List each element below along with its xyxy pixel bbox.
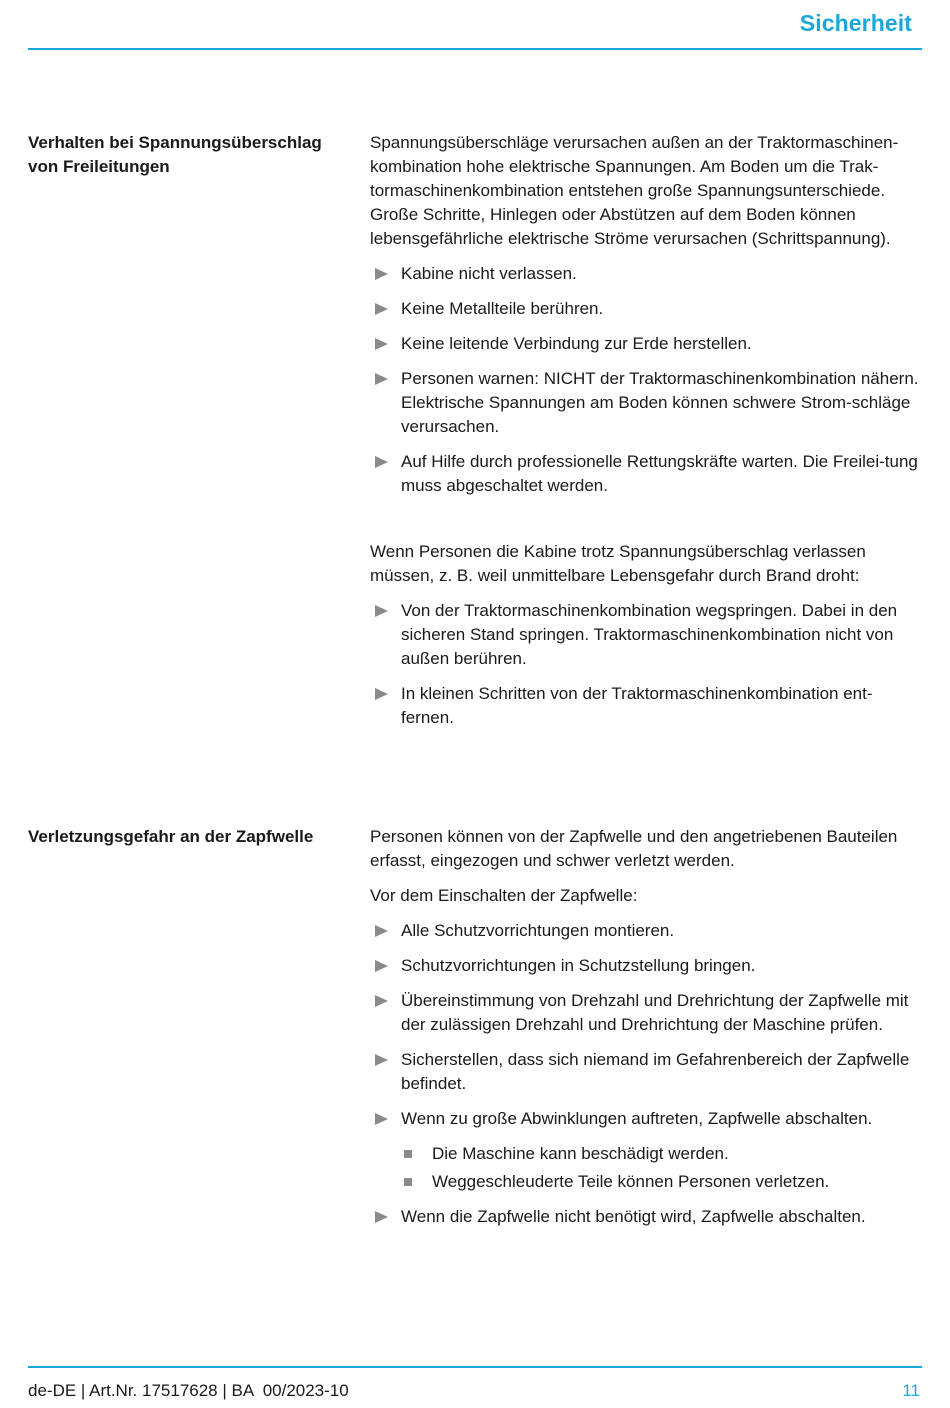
step-text: Wenn zu große Abwinklungen auftreten, Zapfwelle abschalten.: [401, 1109, 873, 1128]
instruction-step: [370, 367, 922, 439]
instruction-step: [370, 682, 922, 730]
result-list: [401, 1142, 922, 1194]
arrow-right-icon: [375, 995, 388, 1007]
instruction-list-2: [370, 599, 922, 730]
square-bullet-icon: [404, 1150, 412, 1158]
step-text: Von der Traktormaschinenkombination wegspringen. Dabei in den sicheren Stand springen. Traktormaschinenkombination nicht von außen berühren.: [401, 601, 898, 668]
instruction-step: [370, 599, 922, 671]
result-text: Weggeschleuderte Teile können Personen verletzen.: [432, 1172, 830, 1191]
section-title: Verhalten bei Spannungsüberschlag von Freileitungen: [28, 133, 322, 176]
section-title: Verletzungsgefahr an der Zapfwelle: [28, 827, 314, 846]
section-intro: Spannungsüberschläge verursachen außen an der Traktormaschinen-kombination hohe elektrische Spannungen. Am Boden um die Trak-tormaschinenkombination entstehen große Spannungsunterschiede. Große Schritte, Hinlegen oder Abstützen auf dem Boden können lebensgefährliche elektrische Ströme verursachen (Schrittspannung).: [370, 133, 899, 248]
step-text: Übereinstimmung von Drehzahl und Drehrichtung der Zapfwelle mit der zulässigen Drehzahl und Drehrichtung der Maschine prüfen.: [401, 991, 909, 1034]
section-content: [370, 825, 922, 1240]
footer-rule: [28, 1366, 922, 1368]
step-text: Keine leitende Verbindung zur Erde herstellen.: [401, 334, 752, 353]
arrow-right-icon: [375, 1113, 388, 1125]
result-item: [401, 1170, 922, 1194]
instruction-step: [370, 954, 922, 978]
instruction-list: [370, 262, 922, 498]
arrow-right-icon: [375, 373, 388, 385]
header-rule: [28, 48, 922, 50]
arrow-right-icon: [375, 1211, 388, 1223]
section-intro-2: Wenn Personen die Kabine trotz Spannungsüberschlag verlassen müssen, z. B. weil unmittelbare Lebensgefahr durch Brand droht:: [370, 542, 866, 585]
step-text: Personen warnen: NICHT der Traktormaschinenkombination nähern. Elektrische Spannungen am Boden können schwere Strom-schläge verursachen.: [401, 369, 919, 436]
instruction-step: [370, 1107, 922, 1194]
step-text: Auf Hilfe durch professionelle Rettungskräfte warten. Die Freilei-tung muss abgeschaltet werden.: [401, 452, 918, 495]
arrow-right-icon: [375, 338, 388, 350]
arrow-right-icon: [375, 925, 388, 937]
instruction-step: [370, 332, 922, 356]
step-text: Wenn die Zapfwelle nicht benötigt wird, Zapfwelle abschalten.: [401, 1207, 866, 1226]
step-text: Kabine nicht verlassen.: [401, 264, 577, 283]
step-text: Alle Schutzvorrichtungen montieren.: [401, 921, 675, 940]
step-text: Schutzvorrichtungen in Schutzstellung bringen.: [401, 956, 756, 975]
arrow-right-icon: [375, 688, 388, 700]
header-title: Sicherheit: [799, 10, 912, 36]
footer-document-info: de-DE | Art.Nr. 17517628 | BA 00/2023-10: [28, 1381, 349, 1400]
step-text: In kleinen Schritten von der Traktormaschinenkombination ent-fernen.: [401, 684, 873, 727]
page-number: 11: [902, 1381, 920, 1400]
instruction-step: [370, 262, 922, 286]
instruction-list: [370, 919, 922, 1229]
section-intro-2: Vor dem Einschalten der Zapfwelle:: [370, 886, 638, 905]
section-intro: Personen können von der Zapfwelle und den angetriebenen Bauteilen erfasst, eingezogen und schwer verletzt werden.: [370, 827, 898, 870]
arrow-right-icon: [375, 456, 388, 468]
instruction-step: [370, 989, 922, 1037]
instruction-step: [370, 1205, 922, 1229]
square-bullet-icon: [404, 1178, 412, 1186]
instruction-step: [370, 919, 922, 943]
arrow-right-icon: [375, 303, 388, 315]
result-text: Die Maschine kann beschädigt werden.: [432, 1144, 729, 1163]
arrow-right-icon: [375, 605, 388, 617]
instruction-step: [370, 1048, 922, 1096]
instruction-step: [370, 450, 922, 498]
step-text: Keine Metallteile berühren.: [401, 299, 604, 318]
arrow-right-icon: [375, 1054, 388, 1066]
arrow-right-icon: [375, 960, 388, 972]
instruction-step: [370, 297, 922, 321]
arrow-right-icon: [375, 268, 388, 280]
section-content: [370, 131, 922, 741]
result-item: [401, 1142, 922, 1166]
step-text: Sicherstellen, dass sich niemand im Gefahrenbereich der Zapfwelle befindet.: [401, 1050, 910, 1093]
